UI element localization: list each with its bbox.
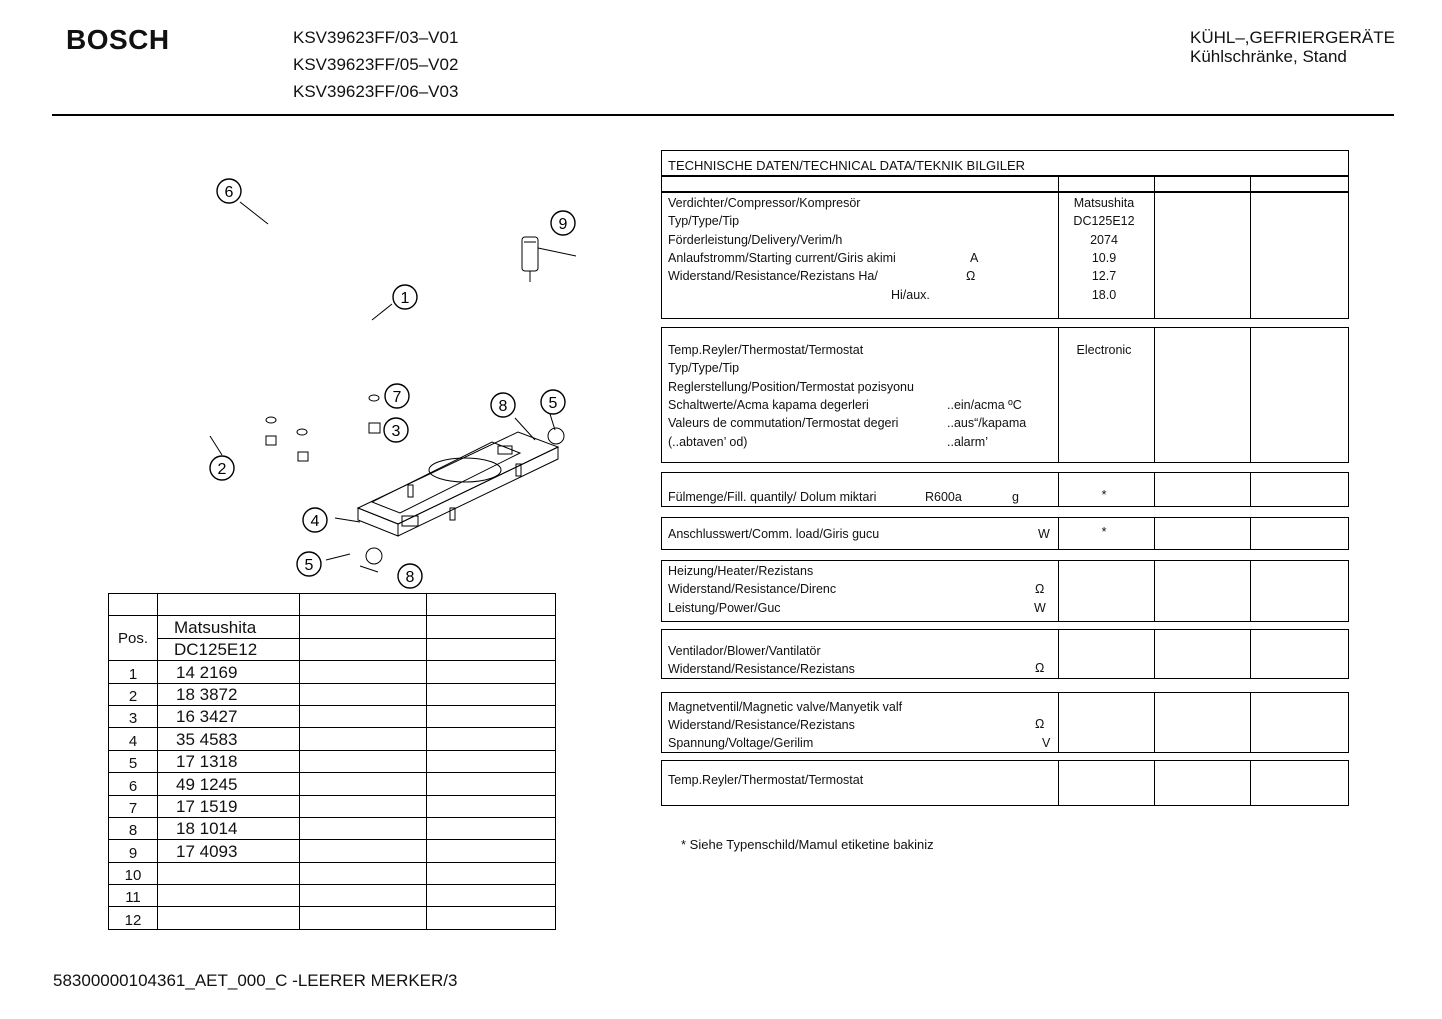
table-row: [109, 661, 556, 683]
thermostat-2-section: [661, 760, 1349, 806]
value-cell: *: [1101, 488, 1107, 502]
part-number-cell: [158, 862, 300, 884]
unit-label: Ω: [966, 269, 976, 283]
callout-label: 1: [400, 290, 410, 307]
unit-label: W: [1038, 527, 1050, 541]
refrigerant-label: R600a: [925, 490, 962, 504]
magnetic-valve-section: [661, 692, 1349, 753]
type-label: Typ/Type/Tip: [668, 214, 740, 228]
part-number-cell: [158, 885, 300, 907]
part-number-cell: [158, 907, 300, 929]
table-row: [109, 862, 556, 884]
value-cell: DC125E12: [1073, 214, 1135, 228]
connected-load-label: Anschlusswert/Comm. load/Giris gucu: [668, 527, 880, 541]
power-label: Leistung/Power/Guc: [668, 601, 781, 615]
model-number: KSV39623FF/05–V02: [293, 55, 459, 74]
callout-label: 7: [392, 389, 402, 406]
model-number: KSV39623FF/06–V03: [293, 82, 459, 101]
resistance-label: Widerstand/Resistance/Direnc: [668, 582, 837, 596]
type-label: Typ/Type/Tip: [668, 361, 740, 375]
resistance-label: Widerstand/Resistance/Rezistans: [668, 662, 855, 676]
pos-cell: 10: [109, 862, 158, 884]
part-number-cell: 18 1014: [158, 817, 300, 839]
unit-label: Ω: [1035, 582, 1045, 596]
manufacturer-cell: Matsushita: [158, 616, 300, 638]
value-cell: 12.7: [1091, 269, 1117, 283]
callout-label: 2: [217, 461, 227, 478]
resistance-label: Widerstand/Resistance/Rezistans Ha/: [668, 269, 878, 283]
unit-label: Ω: [1035, 661, 1045, 675]
unit-label: g: [1012, 490, 1019, 504]
unit-label: Ω: [1035, 717, 1045, 731]
alarm-label: ..alarm’: [947, 435, 988, 449]
heater-label: Heizung/Heater/Rezistans: [668, 564, 814, 578]
tech-data-column-header: [661, 176, 1349, 192]
table-row: [109, 907, 556, 929]
pos-cell: 9: [109, 840, 158, 862]
pos-cell: 3: [109, 705, 158, 727]
part-number-cell: 17 4093: [158, 840, 300, 862]
unit-label: A: [970, 251, 979, 265]
delivery-label: Förderleistung/Delivery/Verim/h: [668, 233, 843, 247]
value-cell: Electronic: [1076, 343, 1132, 357]
voltage-label: Spannung/Voltage/Gerilim: [668, 736, 814, 750]
document-id: 58300000104361_AET_000_C -LEERER MERKER/3: [53, 971, 458, 990]
connected-load-section: [661, 517, 1349, 550]
defrost-label: (..abtaven’ od): [668, 435, 748, 449]
compressor-section: [661, 192, 1349, 319]
starting-current-label: Anlaufstromm/Starting current/Giris akimi: [668, 251, 896, 265]
thermostat-label: Temp.Reyler/Thermostat/Termostat: [668, 343, 864, 357]
value-cell: 2074: [1090, 233, 1118, 247]
value-cell: 18.0: [1091, 288, 1117, 302]
callout-label: 6: [224, 184, 234, 201]
pos-cell: 11: [109, 885, 158, 907]
heater-section: [661, 560, 1349, 622]
thermostat-label: Temp.Reyler/Thermostat/Termostat: [668, 773, 864, 787]
switch-on-label: ..ein/acma ºC: [947, 398, 1022, 412]
part-number-cell: 18 3872: [158, 683, 300, 705]
part-number-cell: 49 1245: [158, 773, 300, 795]
pos-cell: 7: [109, 795, 158, 817]
parts-table: [108, 593, 556, 930]
pos-cell: 2: [109, 683, 158, 705]
unit-label: V: [1042, 736, 1051, 750]
thermostat-section: [661, 327, 1349, 463]
footnote: * Siehe Typenschild/Mamul etiketine bakiniz: [681, 837, 934, 852]
value-cell: 10.9: [1091, 251, 1117, 265]
category-title: KÜHL–,GEFRIERGERÄTE: [1190, 28, 1395, 47]
table-row: [109, 795, 556, 817]
table-row: [109, 885, 556, 907]
blower-label: Ventilador/Blower/Vantilatör: [668, 644, 821, 658]
magnetic-valve-label: Magnetventil/Magnetic valve/Manyetik valf: [668, 700, 903, 714]
table-row: [109, 728, 556, 750]
tech-data-title: TECHNISCHE DATEN/TECHNICAL DATA/TEKNIK BILGILER: [668, 158, 1026, 173]
switch-values-label: Schaltwerte/Acma kapama degerleri: [668, 398, 869, 412]
table-row: [109, 840, 556, 862]
header-rule: [52, 114, 1394, 116]
brand-logo: BOSCH: [66, 24, 170, 55]
unit-label: W: [1034, 601, 1046, 615]
part-number-cell: 17 1519: [158, 795, 300, 817]
callout-label: 5: [548, 395, 558, 412]
callout-label: 8: [498, 398, 508, 415]
pos-cell: 6: [109, 773, 158, 795]
table-row: [109, 750, 556, 772]
table-row: [109, 705, 556, 727]
part-number-cell: 16 3427: [158, 705, 300, 727]
part-number-cell: 35 4583: [158, 728, 300, 750]
table-row: [109, 773, 556, 795]
value-cell: *: [1101, 525, 1107, 539]
pos-cell: 1: [109, 661, 158, 683]
model-number: KSV39623FF/03–V01: [293, 28, 459, 47]
part-number-cell: 14 2169: [158, 661, 300, 683]
commutation-label: Valeurs de commutation/Termostat degeri: [668, 416, 899, 430]
aux-label: Hi/aux.: [891, 288, 930, 302]
table-row: [109, 683, 556, 705]
fill-quantity-section: [661, 472, 1349, 507]
callout-label: 8: [405, 569, 415, 586]
blower-section: [661, 629, 1349, 679]
pos-cell: 5: [109, 750, 158, 772]
pos-cell: 12: [109, 907, 158, 929]
resistance-label: Widerstand/Resistance/Rezistans: [668, 718, 855, 732]
callout-label: 5: [304, 557, 314, 574]
fill-quantity-label: Fülmenge/Fill. quantily/ Dolum miktari: [668, 490, 877, 504]
pos-cell: 8: [109, 817, 158, 839]
category-subtitle: Kühlschränke, Stand: [1190, 47, 1347, 66]
pos-cell: 4: [109, 728, 158, 750]
callout-label: 3: [391, 423, 401, 440]
position-label: Reglerstellung/Position/Termostat pozisyonu: [668, 380, 914, 394]
compressor-type-cell: DC125E12: [158, 638, 300, 660]
callout-label: 4: [310, 513, 320, 530]
exploded-parts-diagram: [180, 170, 600, 595]
tech-data-title-box: [661, 150, 1349, 176]
part-number-cell: 17 1318: [158, 750, 300, 772]
value-cell: Matsushita: [1073, 196, 1135, 210]
callout-label: 9: [558, 216, 568, 233]
table-row: [109, 817, 556, 839]
compressor-label: Verdichter/Compressor/Kompresör: [668, 196, 861, 210]
switch-off-label: ..aus“/kapama: [947, 416, 1027, 430]
pos-header: Pos.: [109, 616, 158, 661]
